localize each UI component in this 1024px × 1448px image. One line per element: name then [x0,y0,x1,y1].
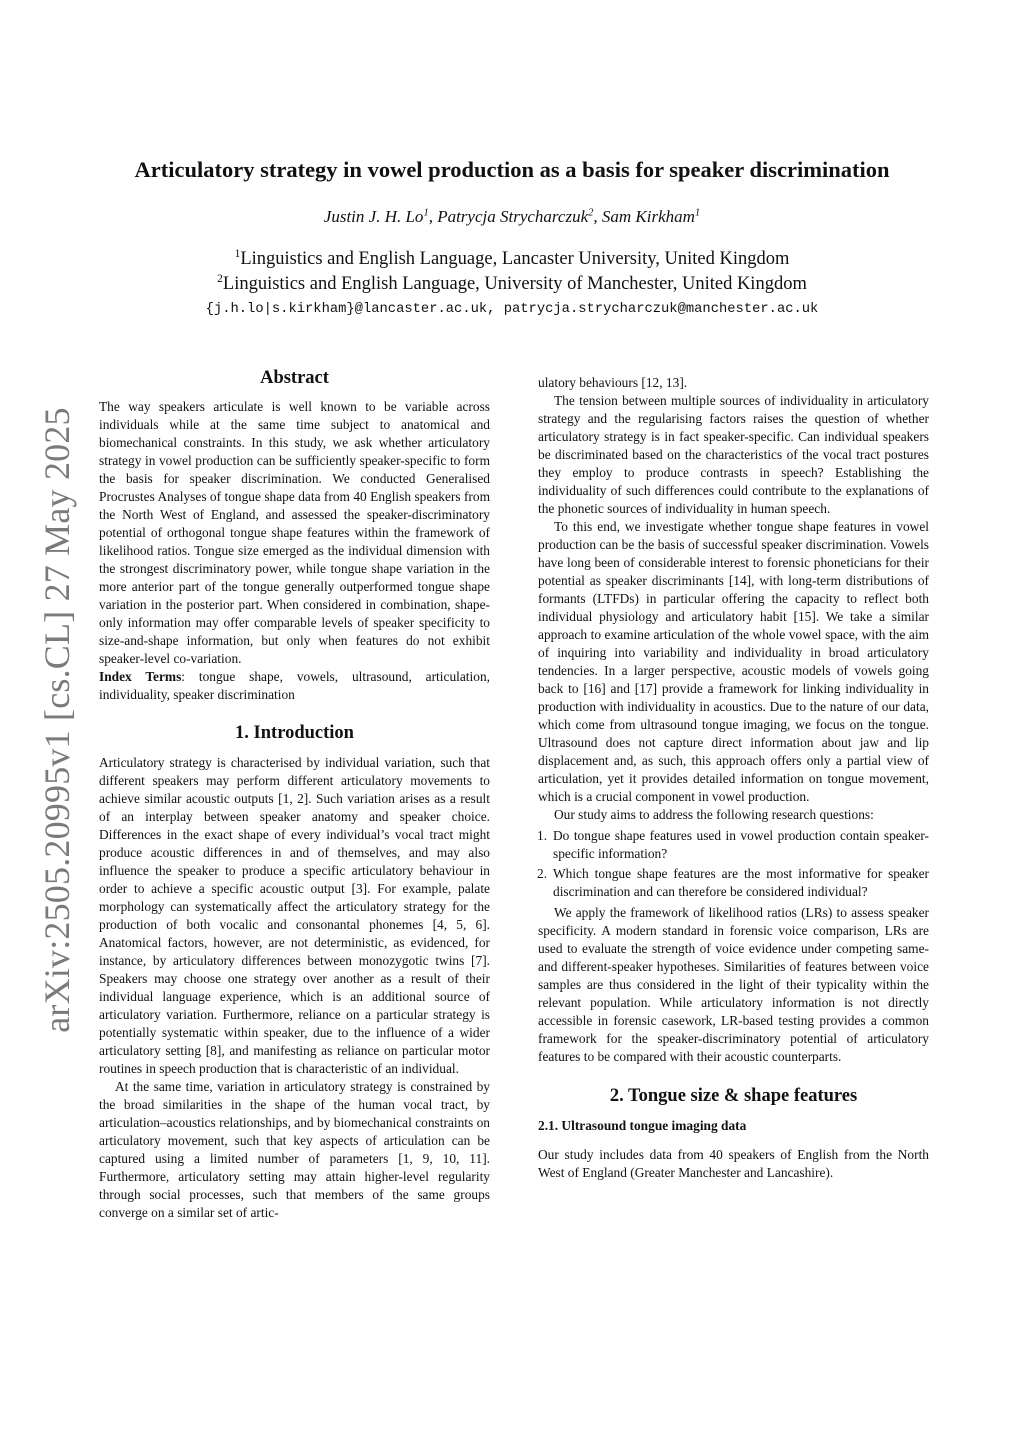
author-affiliation-mark: 1 [423,207,429,219]
affiliation-text: Linguistics and English Language, Lancaster University, United Kingdom [240,249,790,269]
subsection-2-1-heading: 2.1. Ultrasound tongue imaging data [538,1118,747,1133]
affiliation-number: 2 [217,272,223,285]
section-2-paragraph-1: Our study includes data from 40 speakers of English from the North West of England (Greater Manchester and Lancashire). [538,1147,929,1180]
author-affiliation-mark: 2 [588,207,594,219]
intro-paragraph-2: At the same time, variation in articulatory strategy is constrained by the broad similarities in the shape of the human vocal tract, by articulation–acoustics relationships, and by biomechanical constraints on articulatory movement, such that key aspects of articulation can be captured using a limited number of parameters [1, 9, 10, 11]. Furthermore, articulatory setting may attain higher-level regularity through social processes, such that members of the same groups converge on a similar set of artic- [99,1079,490,1220]
author-affiliation-mark: 1 [694,207,701,219]
author-name: Justin J. H. Lo [323,207,424,226]
section-2-heading: 2. Tongue size & shape features [609,1086,858,1106]
introduction-heading: 1. Introduction [235,723,354,743]
affiliation-text: Linguistics and English Language, University of Manchester, United Kingdom [222,274,807,294]
intro-paragraph-2-continued: ulatory behaviours [12, 13]. [538,375,688,390]
question-number: 2. [537,866,548,881]
author-emails: {j.h.lo|s.kirkham}@lancaster.ac.uk, patrycja.strycharczuk@manchester.ac.uk [205,302,819,317]
author-name: Sam Kirkham [601,207,695,226]
research-question [538,865,929,901]
right-column [538,374,929,1182]
index-terms-label: Index Terms [99,669,182,684]
author-name: Patrycja Strycharczuk [437,207,589,226]
left-column [99,368,490,1222]
index-terms-text: : tongue shape, vowels, ultrasound, articulation, individuality, speaker discrimination [99,669,490,702]
research-questions [538,827,929,901]
question-number: 1. [537,828,548,843]
research-question [538,827,929,863]
index-terms [99,668,490,704]
affiliation-number: 1 [234,247,241,260]
author-line: Justin J. H. Lo$^1$, Patrycja Strycharczuk$^2$, Sam Kirkham$^1$ [323,207,701,226]
abstract-heading: Abstract [260,368,329,388]
question-text: Do tongue shape features used in vowel production contain speaker-specific information? [553,828,929,861]
affiliation-2 [60,274,964,295]
affiliation-1 [60,249,964,270]
paper-title: Articulatory strategy in vowel production as a basis for speaker discrimination [134,157,890,182]
arxiv-identifier: arXiv:2505.20995v1 [cs.CL] 27 May 2025 [37,407,77,1033]
question-text: Which tongue shape features are the most informative for speaker discrimination and can therefore be considered individual? [553,866,929,899]
intro-paragraph-3: The tension between multiple sources of individuality in articulatory strategy and the regularising factors raises the question of whether articulatory strategy is in fact speaker-specific. Can individual speakers be discriminated based on the characteristics of the vocal tract postures they employ to produce contrasts in speech? Establishing the individuality of such differences could contribute to the explanations of the phonetic sources of individuality in human speech. [538,393,929,516]
arxiv-sidebar [21,407,93,1033]
abstract-text: The way speakers articulate is well known to be variable across individuals while at the same time subject to anatomical and biomechanical constraints. In this study, we ask whether articulatory strategy in vowel production can be sufficiently speaker-specific to form the basis for speaker discrimination. We conducted Generalised Procrustes Analyses of tongue shape data from 40 English speakers from the North West of England, and assessed the speaker-discriminatory potential of orthogonal tongue shape features within the framework of likelihood ratios. Tongue size emerged as the individual dimension with the strongest discriminatory power, while tongue shape variation in the more anterior part of the tongue generally outperformed tongue shape variation in the posterior part. When considered in combination, shape-only information may offer comparable levels of speaker specificity to size-and-shape information, but only when features do not exhibit speaker-level co-variation. [99,399,490,666]
intro-paragraph-5: Our study aims to address the following research questions: [554,807,874,822]
intro-paragraph-1: Articulatory strategy is characterised by individual variation, such that different speakers may perform different articulatory movements to achieve similar acoustic outputs [1, 2]. Such variation arises as a result of an interplay between speaker anatomy and speaker choice. Differences in the exact shape of every individual’s vocal tract might produce acoustic differences in and of themselves, and may also influence the speaker to produce a specific articulatory behaviour in order to achieve a specific acoustic output [3]. For example, palate morphology can systematically affect the articulatory strategy for the production of both vocalic and consonantal phonemes [4, 5, 6]. Anatomical factors, however, are not deterministic, as evidenced, for instance, by articulatory differences between monozygotic twins [7]. Speakers may choose one strategy over another as a result of their individual language experience, which is an additional source of articulatory variation. Furthermore, reliance on a particular strategy is potentially systematic within speaker, due to the influence of a wider articulatory setting [8], and manifesting as reliance on particular motor routines in speech production that is characteristic of an individual. [99,755,490,1076]
intro-paragraph-4: To this end, we investigate whether tongue shape features in vowel production can be the basis of successful speaker discrimination. Vowels have long been of considerable interest to forensic phoneticians for their potential as speaker discriminants [14], with long-term distributions of formants (LTFDs) in particular offering the capacity to reflect both individual physiology and articulatory habit [15]. We take a similar approach to examine articulation of the whole vowel space, with the aim of inquiring into variability and individuality in broad articulatory tendencies. In a larger perspective, acoustic models of vowels going back to [16] and [17] provide a framework for linking individuality in production with individuality in acoustics. Due to the nature of our data, which come from ultrasound tongue imaging, we focus on the tongue. Ultrasound does not capture direct information about jaw and lip displacement and, as such, this approach offers only a partial view of articulation, yet it provides detailed information on tongue movement, which is a crucial component in vowel production. [538,519,929,804]
intro-paragraph-6: We apply the framework of likelihood ratios (LRs) to assess speaker specificity. A modern standard in forensic voice comparison, LRs are used to evaluate the strength of voice evidence under competing same- and different-speaker hypotheses. Similarities of features between voice samples are thus considered in the light of their typicality within the relevant population. While articulatory information is not directly accessible in forensic casework, LR-based testing provides a common framework for the speaker-discriminatory potential of articulatory features to be compared with their acoustic counterparts. [538,905,929,1064]
